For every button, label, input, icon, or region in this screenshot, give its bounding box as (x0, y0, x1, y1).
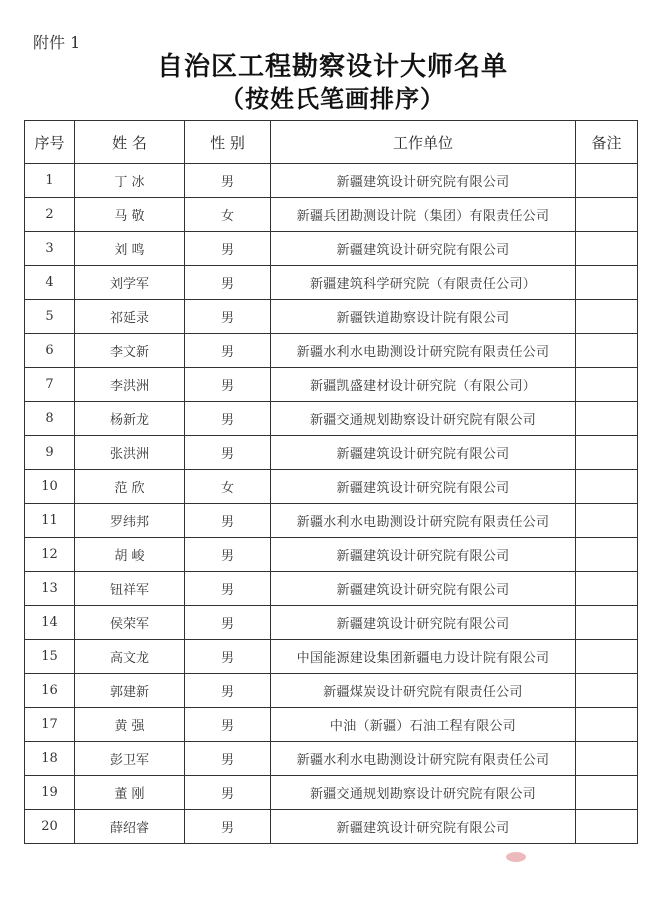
cell-unit: 新疆建筑设计研究院有限公司 (271, 572, 576, 606)
cell-name: 马 敬 (75, 198, 185, 232)
cell-gender: 男 (185, 164, 271, 198)
cell-index: 14 (25, 606, 75, 640)
cell-unit: 新疆建筑设计研究院有限公司 (271, 470, 576, 504)
cell-remark (576, 504, 638, 538)
cell-unit: 新疆建筑科学研究院（有限责任公司） (271, 266, 576, 300)
header-remark: 备注 (576, 121, 638, 164)
table-row (25, 708, 638, 742)
cell-gender: 男 (185, 368, 271, 402)
cell-name: 侯荣军 (75, 606, 185, 640)
header-index: 序号 (25, 121, 75, 164)
table-row (25, 674, 638, 708)
cell-name: 钮祥军 (75, 572, 185, 606)
table-row (25, 368, 638, 402)
table-row (25, 164, 638, 198)
cell-name: 李洪洲 (75, 368, 185, 402)
table-row (25, 776, 638, 810)
table-row (25, 266, 638, 300)
cell-unit: 新疆兵团勘测设计院（集团）有限责任公司 (271, 198, 576, 232)
cell-name: 李文新 (75, 334, 185, 368)
cell-name: 杨新龙 (75, 402, 185, 436)
cell-index: 6 (25, 334, 75, 368)
table-row (25, 436, 638, 470)
cell-gender: 男 (185, 436, 271, 470)
table-row (25, 810, 638, 844)
cell-remark (576, 402, 638, 436)
table-row (25, 470, 638, 504)
cell-unit: 中国能源建设集团新疆电力设计院有限公司 (271, 640, 576, 674)
cell-gender: 男 (185, 232, 271, 266)
cell-index: 19 (25, 776, 75, 810)
table-row (25, 606, 638, 640)
cell-unit: 新疆建筑设计研究院有限公司 (271, 606, 576, 640)
cell-name: 黄 强 (75, 708, 185, 742)
cell-remark (576, 334, 638, 368)
stamp-mark (506, 852, 526, 862)
table-header-row (25, 121, 638, 164)
cell-remark (576, 470, 638, 504)
cell-index: 12 (25, 538, 75, 572)
cell-remark (576, 232, 638, 266)
cell-name: 张洪洲 (75, 436, 185, 470)
cell-index: 2 (25, 198, 75, 232)
header-name: 姓 名 (75, 121, 185, 164)
table-row (25, 198, 638, 232)
cell-name: 郭建新 (75, 674, 185, 708)
cell-index: 9 (25, 436, 75, 470)
cell-index: 13 (25, 572, 75, 606)
header-unit: 工作单位 (271, 121, 576, 164)
cell-remark (576, 300, 638, 334)
cell-gender: 男 (185, 334, 271, 368)
cell-gender: 男 (185, 504, 271, 538)
cell-name: 胡 峻 (75, 538, 185, 572)
cell-index: 18 (25, 742, 75, 776)
cell-index: 1 (25, 164, 75, 198)
table-row (25, 572, 638, 606)
attachment-label: 附件 1 (33, 33, 81, 52)
cell-index: 7 (25, 368, 75, 402)
cell-unit: 中油（新疆）石油工程有限公司 (271, 708, 576, 742)
document-title: 自治区工程勘察设计大师名单 (156, 52, 508, 82)
table-row (25, 300, 638, 334)
table-row (25, 232, 638, 266)
table-row (25, 538, 638, 572)
cell-gender: 男 (185, 674, 271, 708)
cell-gender: 男 (185, 300, 271, 334)
cell-unit: 新疆铁道勘察设计院有限公司 (271, 300, 576, 334)
cell-gender: 男 (185, 708, 271, 742)
cell-remark (576, 164, 638, 198)
cell-remark (576, 436, 638, 470)
cell-unit: 新疆水利水电勘测设计研究院有限责任公司 (271, 334, 576, 368)
cell-unit: 新疆凯盛建材设计研究院（有限公司） (271, 368, 576, 402)
cell-unit: 新疆建筑设计研究院有限公司 (271, 538, 576, 572)
cell-remark (576, 810, 638, 844)
cell-gender: 男 (185, 402, 271, 436)
cell-gender: 男 (185, 640, 271, 674)
cell-unit: 新疆建筑设计研究院有限公司 (271, 164, 576, 198)
cell-unit: 新疆水利水电勘测设计研究院有限责任公司 (271, 504, 576, 538)
table-row (25, 402, 638, 436)
cell-unit: 新疆水利水电勘测设计研究院有限责任公司 (271, 742, 576, 776)
header-gender: 性 别 (185, 121, 271, 164)
cell-name: 祁延录 (75, 300, 185, 334)
document-subtitle: （按姓氏笔画排序） (220, 84, 445, 113)
cell-name: 彭卫军 (75, 742, 185, 776)
cell-unit: 新疆建筑设计研究院有限公司 (271, 436, 576, 470)
cell-remark (576, 368, 638, 402)
cell-name: 范 欣 (75, 470, 185, 504)
cell-remark (576, 266, 638, 300)
roster-table (24, 120, 638, 844)
table-row (25, 742, 638, 776)
cell-index: 11 (25, 504, 75, 538)
cell-index: 3 (25, 232, 75, 266)
cell-remark (576, 538, 638, 572)
cell-unit: 新疆建筑设计研究院有限公司 (271, 810, 576, 844)
cell-unit: 新疆交通规划勘察设计研究院有限公司 (271, 402, 576, 436)
cell-remark (576, 606, 638, 640)
cell-index: 4 (25, 266, 75, 300)
cell-gender: 男 (185, 776, 271, 810)
cell-name: 董 刚 (75, 776, 185, 810)
cell-index: 20 (25, 810, 75, 844)
cell-name: 薛绍睿 (75, 810, 185, 844)
cell-unit: 新疆交通规划勘察设计研究院有限公司 (271, 776, 576, 810)
cell-remark (576, 708, 638, 742)
cell-unit: 新疆煤炭设计研究院有限责任公司 (271, 674, 576, 708)
cell-gender: 女 (185, 198, 271, 232)
cell-index: 10 (25, 470, 75, 504)
cell-name: 高文龙 (75, 640, 185, 674)
cell-gender: 男 (185, 810, 271, 844)
cell-unit: 新疆建筑设计研究院有限公司 (271, 232, 576, 266)
cell-remark (576, 742, 638, 776)
cell-remark (576, 674, 638, 708)
cell-remark (576, 640, 638, 674)
cell-gender: 男 (185, 572, 271, 606)
cell-gender: 男 (185, 606, 271, 640)
cell-name: 刘学军 (75, 266, 185, 300)
cell-gender: 男 (185, 266, 271, 300)
cell-index: 8 (25, 402, 75, 436)
cell-index: 15 (25, 640, 75, 674)
cell-name: 丁 冰 (75, 164, 185, 198)
cell-index: 5 (25, 300, 75, 334)
cell-remark (576, 198, 638, 232)
cell-gender: 女 (185, 470, 271, 504)
cell-name: 罗纬邦 (75, 504, 185, 538)
table-row (25, 504, 638, 538)
table-row (25, 334, 638, 368)
cell-gender: 男 (185, 742, 271, 776)
cell-remark (576, 776, 638, 810)
cell-gender: 男 (185, 538, 271, 572)
cell-remark (576, 572, 638, 606)
cell-index: 16 (25, 674, 75, 708)
cell-index: 17 (25, 708, 75, 742)
cell-name: 刘 鸣 (75, 232, 185, 266)
table-row (25, 640, 638, 674)
